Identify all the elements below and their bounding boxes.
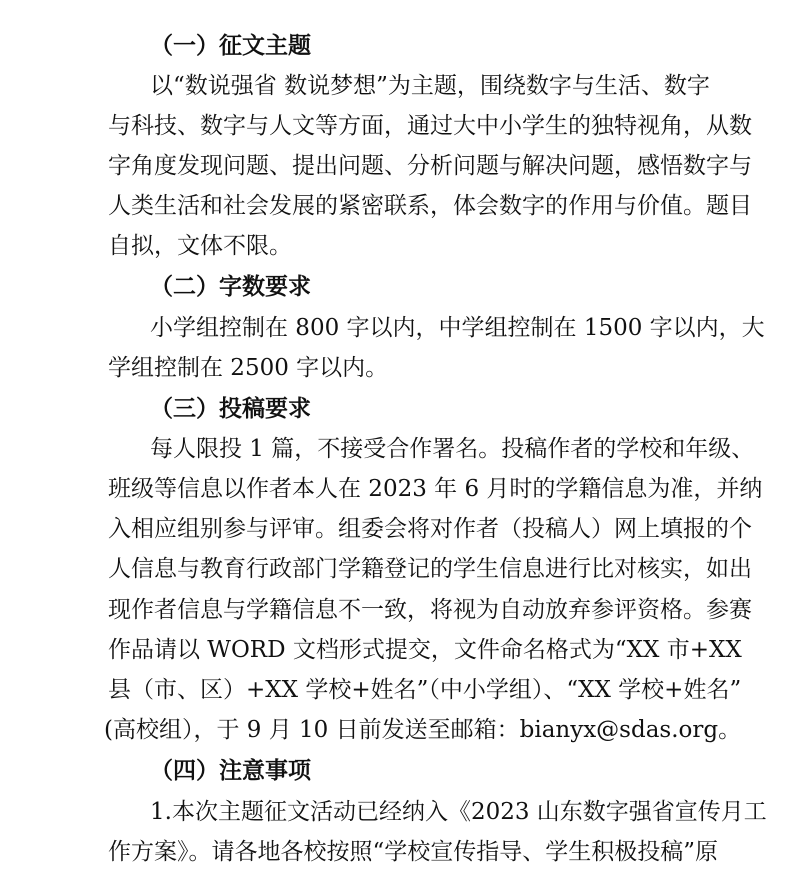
paragraph-line: 现作者信息与学籍信息不一致，将视为自动放弃参评资格。参赛 (108, 597, 752, 623)
paragraph-line: 作方案》。请各地各校按照“学校宣传指导、学生积极投稿”原 (108, 839, 719, 865)
paragraph-line: 每人限投 1 篇，不接受合作署名。投稿作者的学校和年级、 (150, 436, 755, 462)
paragraph-line: 与科技、数字与人文等方面，通过大中小学生的独特视角，从数 (108, 113, 752, 139)
paragraph-line: 学组控制在 2500 字以内。 (108, 355, 389, 381)
paragraph-line: 1.本次主题征文活动已经纳入《2023 山东数字强省宣传月工 (150, 799, 767, 825)
paragraph-line: 人信息与教育行政部门学籍登记的学生信息进行比对核实，如出 (108, 556, 752, 582)
paragraph-line: 小学组控制在 800 字以内，中学组控制在 1500 字以内，大 (150, 315, 765, 341)
paragraph-line: 作品请以 WORD 文档形式提交，文件命名格式为“XX 市+XX (108, 637, 742, 663)
paragraph-line: 自拟，文体不限。 (108, 233, 292, 259)
paragraph-line: 班级等信息以作者本人在 2023 年 6 月时的学籍信息为准，并纳 (108, 476, 763, 502)
section-heading-submission: （三）投稿要求 (150, 395, 311, 422)
paragraph-line: 入相应组别参与评审。组委会将对作者（投稿人）网上填报的个 (108, 516, 752, 542)
paragraph-line: 以“数说强省 数说梦想”为主题，围绕数字与生活、数字 (150, 73, 710, 99)
section-heading-word-count: （二）字数要求 (150, 273, 311, 300)
paragraph-line-email: (高校组），于 9 月 10 日前发送至邮箱：bianyx@sdas.org。 (104, 717, 742, 743)
section-heading-theme: （一）征文主题 (150, 32, 311, 59)
section-heading-notes: （四）注意事项 (150, 757, 311, 784)
paragraph-line: 字角度发现问题、提出问题、分析问题与解决问题，感悟数字与 (108, 153, 752, 179)
paragraph-line: 县（市、区）+XX 学校+姓名”（中小学组）、“XX 学校+姓名” (108, 677, 742, 703)
paragraph-line: 人类生活和社会发展的紧密联系，体会数字的作用与价值。题目 (108, 193, 752, 219)
